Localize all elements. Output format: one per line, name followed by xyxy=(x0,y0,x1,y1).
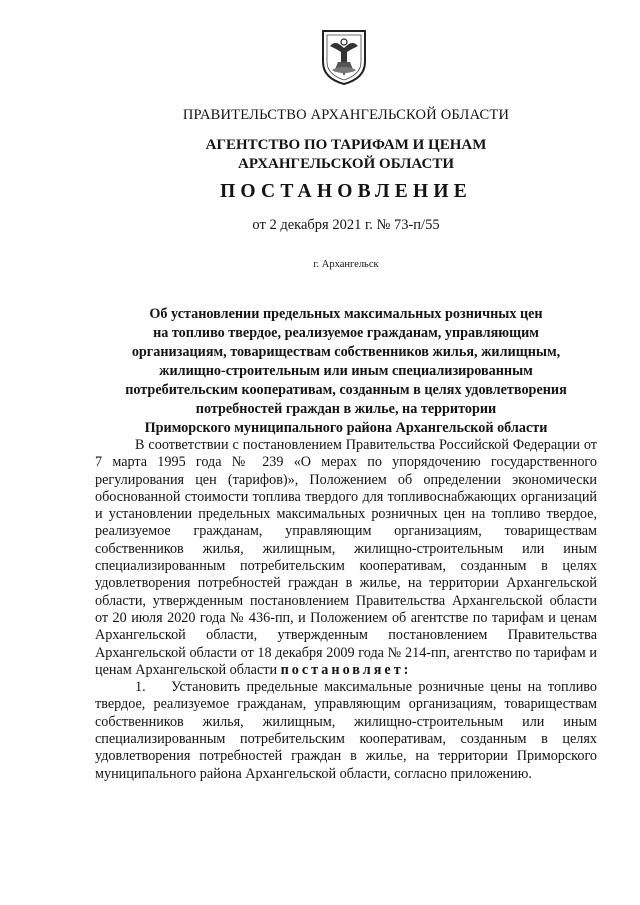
document-type: ПОСТАНОВЛЕНИЕ xyxy=(220,181,472,202)
preamble-paragraph xyxy=(95,437,597,679)
heading-line: Приморского муниципального района Архангельской области xyxy=(144,420,548,436)
heading-line: организациям, товариществам собственников жилья, жилищным, xyxy=(131,344,561,360)
preamble-text: В соответствии с постановлением Правительства Российской Федерации от 7 марта 1995 года № 239 «О мерах по упорядочению государственного регулирования цен (тарифов)», Положением об определении экономически обоснованной стоимости топлива твердого для топливоснабжающих организаций и установлении предельных максимальных розничных цен на топливо твердое, реализуемое гражданам, управляющим организациям, товариществам собственников жилья, жилищным, жилищно-строительным или иным специализированным потребительским кооперативам, созданным в целях удовлетворения потребностей граждан в жилье, на территории Архангельской области, утвержденным постановлением Правительства Архангельской области от 20 июля 2020 года № 436-пп, и Положением об агентстве по тарифам и ценам Архангельской области, утвержденным постановлением Правительства Архангельской области от 18 декабря 2009 года № 214-пп, агентство по тарифам и ценам Архангельской области xyxy=(95,437,597,678)
document-date-number: от 2 декабря 2021 г. № 73-п/55 xyxy=(252,217,440,233)
item-1-paragraph xyxy=(95,679,597,783)
heading-line: Об установлении предельных максимальных розничных цен xyxy=(149,306,543,322)
agency-name-line-2: АРХАНГЕЛЬСКОЙ ОБЛАСТИ xyxy=(238,156,454,172)
government-name: ПРАВИТЕЛЬСТВО АРХАНГЕЛЬСКОЙ ОБЛАСТИ xyxy=(182,107,510,123)
document-body xyxy=(95,437,597,783)
heading-line: на топливо твердое, реализуемое гражданам, управляющим xyxy=(153,325,539,341)
heading-line: потребительским кооперативам, созданным в целях удовлетворения xyxy=(125,382,567,398)
heading-line: потребностей граждан в жилье, на территории xyxy=(195,401,497,417)
item-1-number: 1. xyxy=(135,679,146,696)
agency-name-line-1: АГЕНТСТВО ПО ТАРИФАМ И ЦЕНАМ xyxy=(205,137,487,153)
agency-name xyxy=(95,136,597,174)
coat-of-arms-icon xyxy=(320,28,368,86)
document-city: г. Архангельск xyxy=(313,259,379,270)
document-heading xyxy=(95,305,597,438)
heading-line: жилищно-строительным или иным специализированным xyxy=(159,363,533,379)
resolution-keyword: постановляет: xyxy=(280,661,412,678)
item-1-text: Установить предельные максимальные розничные цены на топливо твердое, реализуемое гражданам, управляющим организациям, товариществам собственников жилья, жилищным, жилищно-строительным или иным специализированным потребительским кооперативам, созданным в целях удовлетворения потребностей граждан в жилье, на территории Приморского муниципального района Архангельской области, согласно приложению. xyxy=(95,679,597,782)
